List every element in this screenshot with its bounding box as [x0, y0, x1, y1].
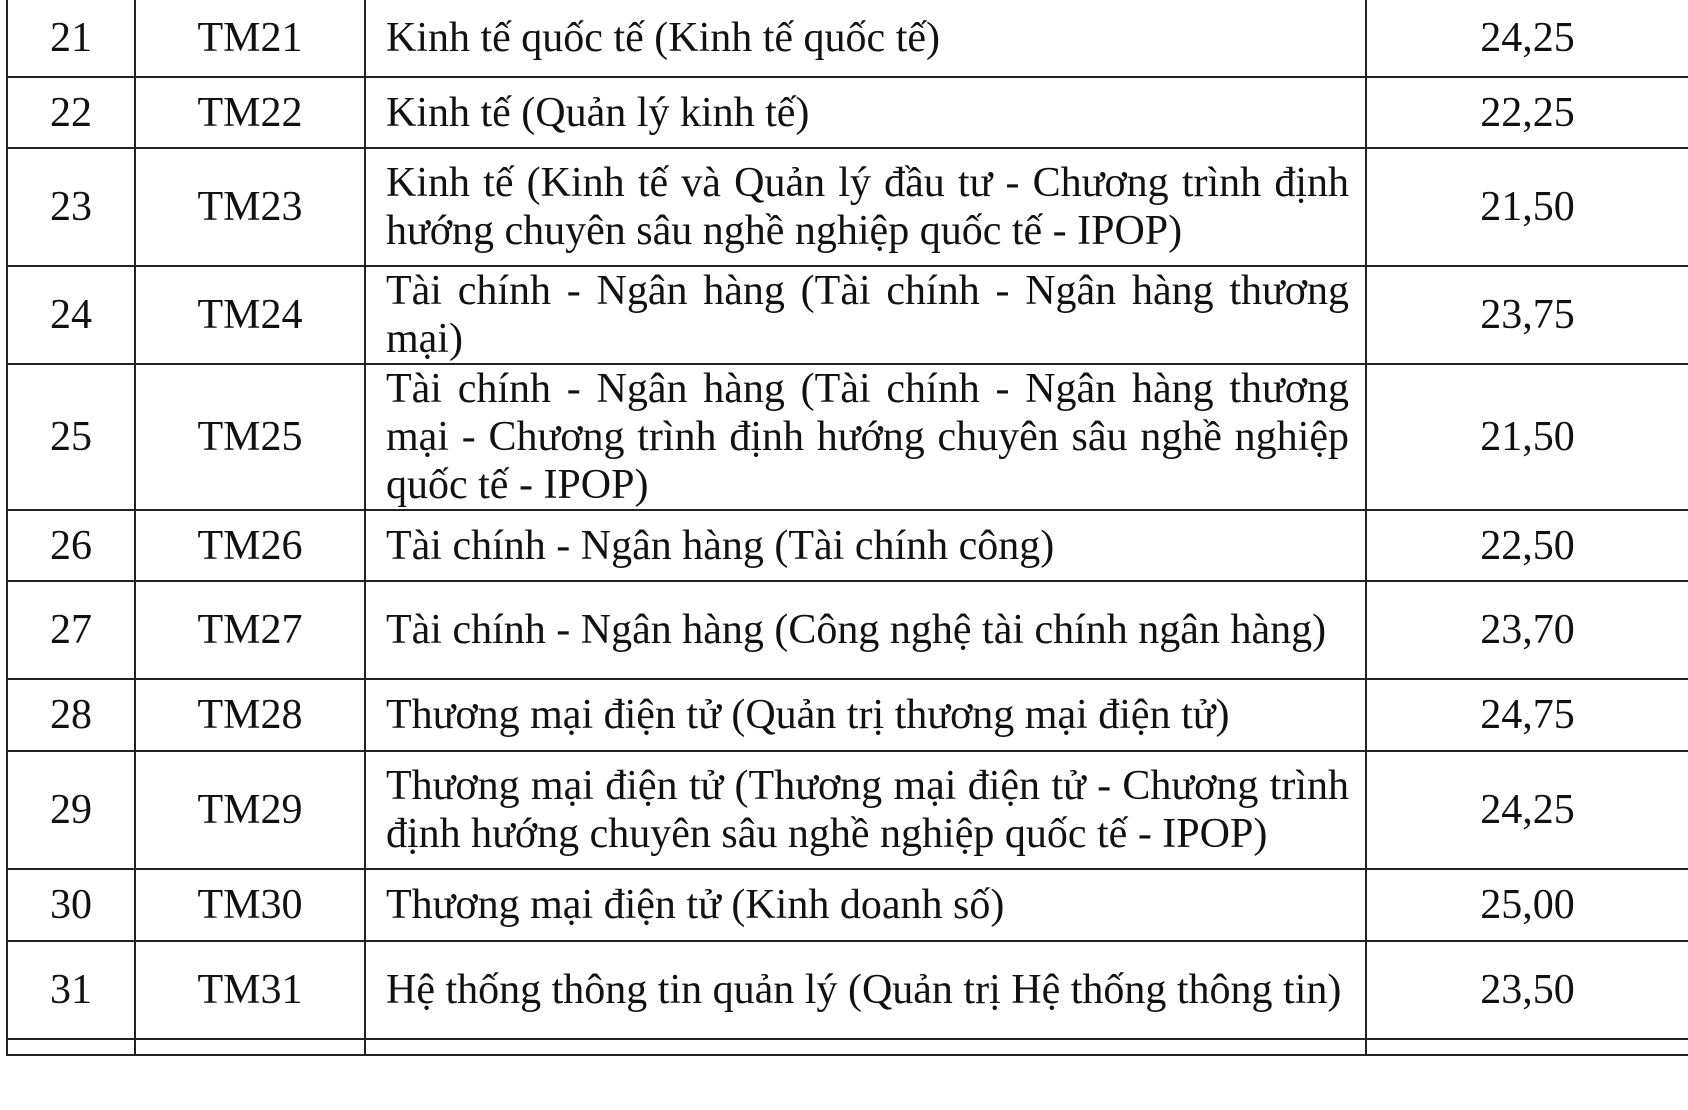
row-number: 29 — [7, 751, 135, 869]
row-number: 26 — [7, 510, 135, 581]
program-name: Tài chính - Ngân hàng (Tài chính - Ngân hàng thương mại) — [365, 266, 1366, 364]
cutoff-score: 25,00 — [1366, 869, 1688, 941]
program-name: Kinh tế (Kinh tế và Quản lý đầu tư - Chương trình định hướng chuyên sâu nghề nghiệp quốc tế - IPOP) — [365, 148, 1366, 266]
table-row — [7, 941, 1688, 1039]
program-code: TM27 — [135, 581, 365, 679]
row-number: 27 — [7, 581, 135, 679]
table-row — [7, 0, 1688, 77]
cutoff-score: 23,75 — [1366, 266, 1688, 364]
table-row — [7, 364, 1688, 510]
cutoff-score: 23,50 — [1366, 941, 1688, 1039]
table-row — [7, 77, 1688, 148]
program-name: Tài chính - Ngân hàng (Tài chính - Ngân hàng thương mại - Chương trình định hướng chuyên sâu nghề nghiệp quốc tế - IPOP) — [365, 364, 1366, 510]
table-row — [7, 510, 1688, 581]
program-name: Hệ thống thông tin quản lý (Quản trị Hệ thống thông tin) — [365, 941, 1366, 1039]
table-row — [7, 148, 1688, 266]
program-name: Thương mại điện tử (Quản trị thương mại điện tử) — [365, 679, 1366, 751]
program-name: Tài chính - Ngân hàng (Tài chính công) — [365, 510, 1366, 581]
row-number: 22 — [7, 77, 135, 148]
program-code: TM31 — [135, 941, 365, 1039]
row-number: 31 — [7, 941, 135, 1039]
cutoff-score: 24,25 — [1366, 751, 1688, 869]
admission-score-table — [6, 0, 1688, 1056]
table-row — [7, 581, 1688, 679]
table-row — [7, 869, 1688, 941]
table-row — [7, 679, 1688, 751]
program-code: TM23 — [135, 148, 365, 266]
empty-cell — [1366, 1039, 1688, 1055]
program-code: TM28 — [135, 679, 365, 751]
cutoff-score: 23,70 — [1366, 581, 1688, 679]
cutoff-score: 21,50 — [1366, 364, 1688, 510]
cutoff-score: 24,75 — [1366, 679, 1688, 751]
cutoff-score: 21,50 — [1366, 148, 1688, 266]
program-code: TM30 — [135, 869, 365, 941]
row-number: 23 — [7, 148, 135, 266]
row-number: 28 — [7, 679, 135, 751]
row-number: 24 — [7, 266, 135, 364]
row-number: 21 — [7, 0, 135, 77]
program-name: Tài chính - Ngân hàng (Công nghệ tài chính ngân hàng) — [365, 581, 1366, 679]
program-name: Thương mại điện tử (Thương mại điện tử - Chương trình định hướng chuyên sâu nghề nghiệp quốc tế - IPOP) — [365, 751, 1366, 869]
table-row-cut-off — [7, 1039, 1688, 1055]
row-number: 25 — [7, 364, 135, 510]
empty-cell — [7, 1039, 135, 1055]
row-number: 30 — [7, 869, 135, 941]
program-name: Kinh tế (Quản lý kinh tế) — [365, 77, 1366, 148]
empty-cell — [135, 1039, 365, 1055]
program-code: TM21 — [135, 0, 365, 77]
cutoff-score: 22,50 — [1366, 510, 1688, 581]
cutoff-score: 22,25 — [1366, 77, 1688, 148]
program-code: TM29 — [135, 751, 365, 869]
program-code: TM24 — [135, 266, 365, 364]
program-code: TM25 — [135, 364, 365, 510]
table-row — [7, 266, 1688, 364]
program-name: Kinh tế quốc tế (Kinh tế quốc tế) — [365, 0, 1366, 77]
cutoff-score: 24,25 — [1366, 0, 1688, 77]
program-code: TM26 — [135, 510, 365, 581]
program-name: Thương mại điện tử (Kinh doanh số) — [365, 869, 1366, 941]
program-code: TM22 — [135, 77, 365, 148]
empty-cell — [365, 1039, 1366, 1055]
table-row — [7, 751, 1688, 869]
